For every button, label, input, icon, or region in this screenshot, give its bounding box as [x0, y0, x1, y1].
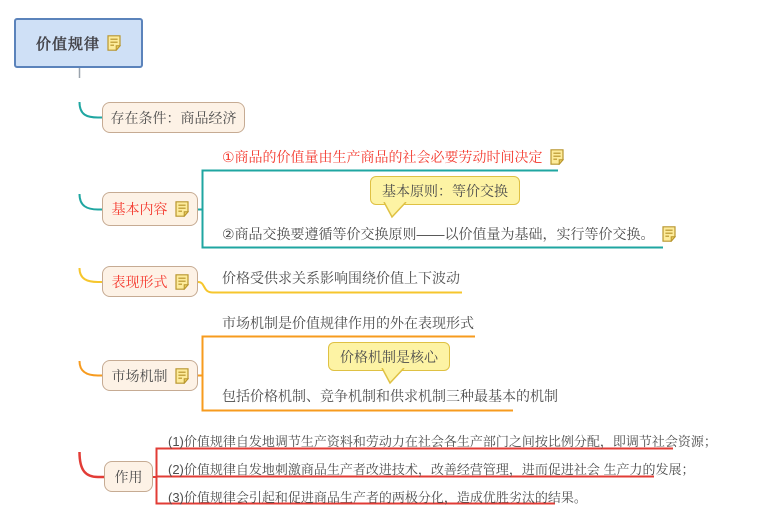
- topic-existence-label: 存在条件：商品经济: [110, 109, 237, 126]
- note-icon[interactable]: [662, 226, 676, 242]
- topic-basic-content-label: 基本内容: [111, 201, 168, 217]
- effect-item-1[interactable]: [168, 430, 717, 450]
- mechanism-line1-text: 市场机制是价值规律作用的外在表现形式: [222, 315, 474, 331]
- effect-item-1-text: (1)价值规律自发地调节生产资料和劳动力在社会各生产部门之间按比例分配，即调节社会资源；: [168, 433, 717, 449]
- topic-basic-content[interactable]: [102, 192, 198, 226]
- effect-item-2-text: (2)价值规律自发地刺激商品生产者改进技术，改善经营管理，进而促进社会 生产力的发展；: [168, 461, 695, 477]
- connector-content: [80, 194, 103, 210]
- callout-price-core-text: 价格机制是核心: [340, 348, 438, 365]
- content-point1[interactable]: [222, 147, 564, 167]
- topic-effects-label: 作用: [114, 468, 143, 485]
- form-child[interactable]: [222, 268, 460, 288]
- callout-basic-principle-text: 基本原则：等价交换: [382, 182, 508, 199]
- topic-existence-condition[interactable]: [102, 102, 245, 133]
- note-icon[interactable]: [175, 274, 189, 290]
- topic-expression-form-label: 表现形式: [111, 273, 168, 290]
- root-topic[interactable]: [14, 18, 143, 68]
- connector-effects: [80, 452, 105, 477]
- root-topic-label: 价值规律: [35, 35, 100, 53]
- callout-price-core[interactable]: [328, 342, 450, 371]
- topic-market-mechanism[interactable]: [102, 360, 198, 391]
- mechanism-line2-text: 包括价格机制、竞争机制和供求机制三种最基本的机制: [222, 388, 558, 404]
- content-point2[interactable]: [222, 224, 676, 244]
- connector-mechanism: [80, 361, 103, 376]
- effect-item-2[interactable]: [168, 458, 695, 478]
- content-point2-text: ②商品交换要遵循等价交换原则——以价值量为基础，实行等价交换。: [222, 226, 655, 242]
- note-icon[interactable]: [107, 35, 121, 51]
- effect-item-3-text: (3)价值规律会引起和促进商品生产者的两极分化，造成优胜劣汰的结果。: [168, 489, 587, 505]
- mechanism-line2[interactable]: [222, 386, 558, 406]
- callout-basic-principle[interactable]: [370, 176, 520, 205]
- connector-form: [80, 268, 103, 282]
- content-point1-text: ①商品的价值量由生产商品的社会必要劳动时间决定: [222, 149, 543, 165]
- note-icon[interactable]: [175, 201, 189, 217]
- topic-market-mechanism-label: 市场机制: [111, 367, 168, 384]
- form-child-text: 价格受供求关系影响围绕价值上下波动: [222, 270, 460, 286]
- note-icon[interactable]: [175, 368, 189, 384]
- callout-tail: [383, 202, 407, 219]
- connector-existence: [80, 102, 103, 118]
- topic-expression-form[interactable]: [102, 266, 198, 297]
- topic-effects[interactable]: [104, 461, 153, 492]
- mechanism-line1[interactable]: [222, 313, 474, 333]
- effect-item-3[interactable]: [168, 486, 587, 506]
- note-icon[interactable]: [550, 149, 564, 165]
- callout-tail: [381, 368, 405, 385]
